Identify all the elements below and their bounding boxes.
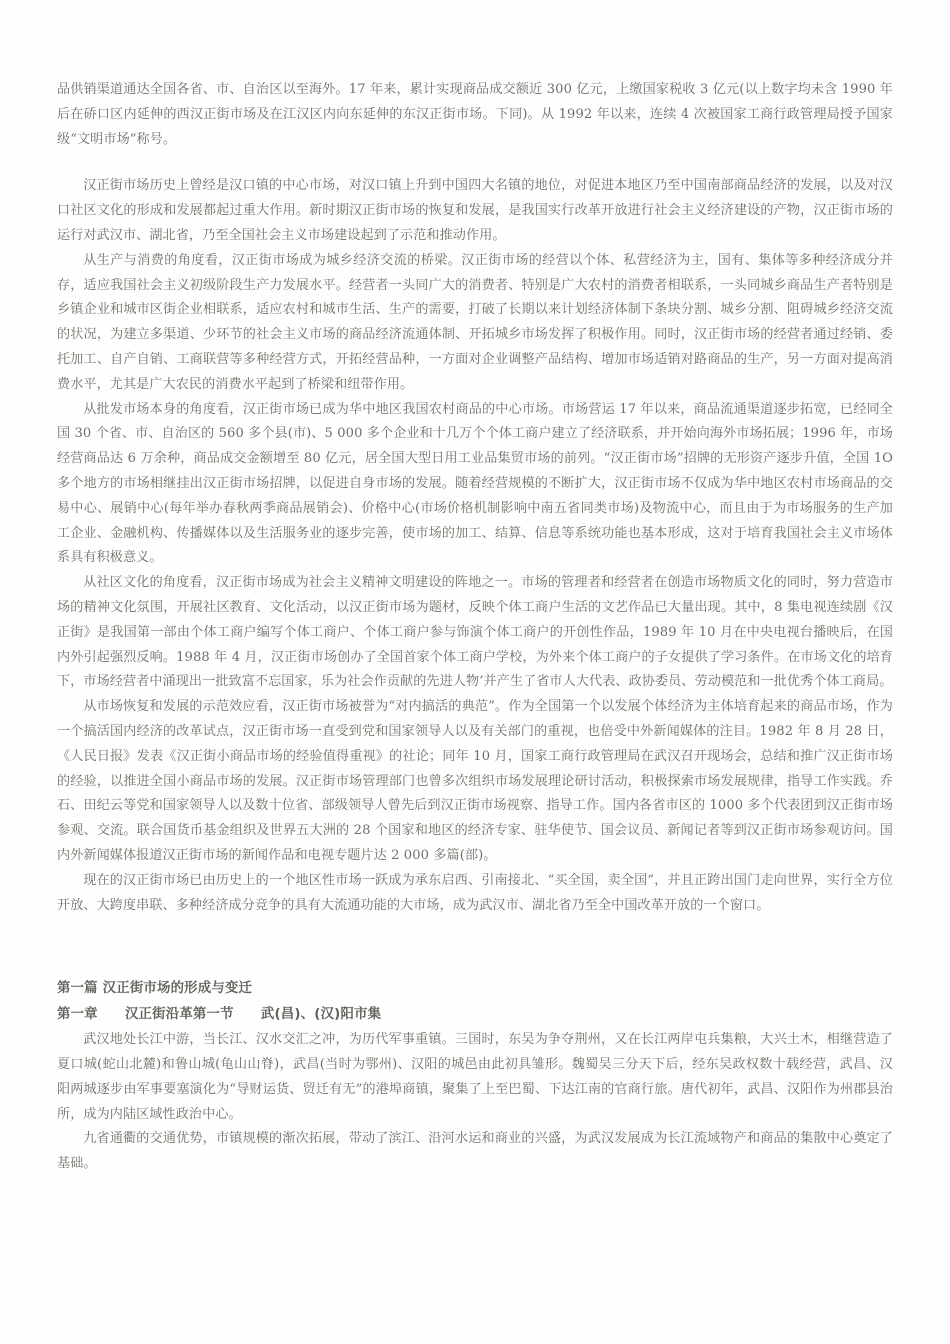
paragraph-spacer [57,152,893,174]
paragraph-5: 从社区文化的角度看，汉正街市场成为社会主义精神文明建设的阵地之一。市场的管理者和经营者在创造市场物质文化的同时，努力营造市场的精神文化氛围，开展社区教育、文化活动，以汉正街市场为题材，反映个体工商户生活的文艺作品已大量出现。其中，8 集电视连续剧《汉正街》是我国第一部由个体工商户编写个体工商户、个体工商户参与饰演个体工商户的开创性作品，1989 年 10 月在中央电视台播映后，在国内外引起强烈反响。1988 年 4 月，汉正街市场创办了全国首家个体工商户学校，为外来个体工商户的子女提供了学习条件。在市场文化的培育下，市场经营者中涌现出一批致富不忘国家，乐为社会作贡献的先进人物’并产生了省市人大代表、政协委员、劳动模范和一批优秀个体工商局。 [57,575,893,690]
paragraph-4: 从批发市场本身的角度看，汉正街市场已成为华中地区我国农村商品的中心市场。市场营运 17 年以来，商品流通渠道逐步拓宽，已经同全国 30 个省、市、自治区的 560 多个县(市)、5 000 多个企业和十几万个个体工商户建立了经济联系，并开始向海外市场拓展；1996 年，市场经营商品达 6 万余种，商品成交金额增至 80 亿元，居全国大型日用工业品集贸市场的前列。“汉正街市场”招牌的无形资产逐步升值，全国 1O 多个地方的市场相继挂出汉正街市场招牌，以促进自身市场的发展。随着经营规模的不断扩大，汉正街市场不仅成为华中地区农村市场商品的交易中心、展销中心(每年举办春秋两季商品展销会)、价格中心(市场价格机制影响中南五省同类市场)及物流中心，而且由于为市场服务的生产加工企业、金融机构、传播媒体以及生活服务业的逐步完善，使市场的加工、结算、信息等系统功能也基本形成，这对于培育我国社会主义市场体系具有积极意义。 [57,401,893,566]
paragraph-3: 从生产与消费的角度看，汉正街市场成为城乡经济交流的桥梁。汉正街市场的经营以个体、私营经济为主，国有、集体等多种经济成分并存，适应我国社会主义初级阶段生产力发展水平。经营者一头同广大的消费者、特别是广大农村的消费者相联系，一头同城乡商品生产者特别是乡镇企业和城市区街企业相联系，适应农村和城市生活、生产的需要，打破了长期以来计划经济体制下条块分割、城乡分割、阻碍城乡经济交流的状况，为建立多渠道、少环节的社会主义市场的商品经济流通体制、开拓城乡市场发挥了积极作用。同时，汉正街市场的经营者通过经销、委托加工、自产自销、工商联营等多种经营方式，开拓经营品种，一方面对企业调整产品结构、增加市场适销对路商品的生产，另一方面对提高消费水平，尤其是广大农民的消费水平起到了桥梁和纽带作用。 [57,252,893,392]
paragraph-8: 武汉地处长江中游，当长江、汉水交汇之冲，为历代军事重镇。三国时，东吴为争夺荆州，又在长江两岸屯兵集粮，大兴土木，相继营造了夏口城(蛇山北麓)和鲁山城(龟山山脊)，武昌(当时为鄂州)、汉阳的城邑由此初具雏形。魏蜀吴三分天下后，经东吴政权数十载经营，武昌、汉阳两城逐步由军事要塞演化为“导财运货、贸迁有无”的港埠商镇，聚集了上至巴蜀、下达江南的官商行旅。唐代初年，武昌、汉阳作为州郡县治所，成为内陆区域性政治中心。 [57,1032,893,1122]
document-body [57,78,893,1177]
paragraph-2: 汉正街市场历史上曾经是汉口镇的中心市场，对汉口镇上升到中国四大名镇的地位，对促进本地区乃至中国南部商品经济的发展，以及对汉口社区文化的形成和发展都起过重大作用。新时期汉正街市场的恢复和发展，是我国实行改革开放进行社会主义经济建设的产物，汉正街市场的运行对武汉市、湖北省，乃至全国社会主义市场建设起到了示范和推动作用。 [57,178,893,243]
heading-part-title: 第一篇 汉正街市场的形成与变迁 [57,981,253,997]
paragraph-7: 现在的汉正街市场已由历史上的一个地区性市场一跃成为承东启西、引南接北、“买全国，卖全国”，并且正跨出国门走向世界，实行全方位开放、大跨度串联、多种经济成分竞争的具有大流通功能的大市场，成为武汉市、湖北省乃至全中国改革开放的一个窗口。 [57,872,893,913]
paragraph-9: 九省通衢的交通优势，市镇规模的渐次拓展，带动了滨江、沿河水运和商业的兴盛，为武汉发展成为长江流域物产和商品的集散中心奠定了基础。 [57,1131,893,1172]
heading-chapter-title: 第一章 汉正街沿革第一节 武(昌)、(汉)阳市集 [57,1007,382,1023]
section-spacer [57,918,893,976]
paragraph-1: 品供销渠道通达全国各省、市、自治区以至海外。17 年来，累计实现商品成交额近 300 亿元，上缴国家税收 3 亿元(以上数字均未含 1990 年后在硚口区内延伸的西汉正街市场及在江汉区内向东延伸的东汉正街市场。下同)。从 1992 年以来，连续 4 次被国家工商行政管理局授予国家级“文明市场”称号。 [57,82,893,147]
paragraph-6: 从市场恢复和发展的示范效应看，汉正街市场被誉为“对内搞活的典范”。作为全国第一个以发展个体经济为主体培育起来的商品市场，作为一个搞活国内经济的改革试点，汉正街市场一直受到党和国家领导人以及有关部门的重视，也倍受中外新闻媒体的注目。1982 年 8 月 28 日，《人民日报》发表《汉正街小商品市场的经验值得重视》的社论；同年 10 月，国家工商行政管理局在武汉召开现场会，总结和推广汉正街市场的经验，以推进全国小商品市场的发展。汉正街市场管理部门也曾多次组织市场发展理论研讨活动，积极探索市场发展规律，指导工作实践。乔石、田纪云等党和国家领导人以及数十位省、部级领导人曾先后到汉正街市场视察、指导工作。国内各省市区的 1000 多个代表团到汉正街市场参观、交流。联合国货币基金组织及世界五大洲的 28 个国家和地区的经济专家、驻华使节、国会议员、新闻记者等到汉正街市场参观访问。国内外新闻媒体报道汉正街市场的新闻作品和电视专题片达 2 000 多篇(部)。 [57,699,893,863]
